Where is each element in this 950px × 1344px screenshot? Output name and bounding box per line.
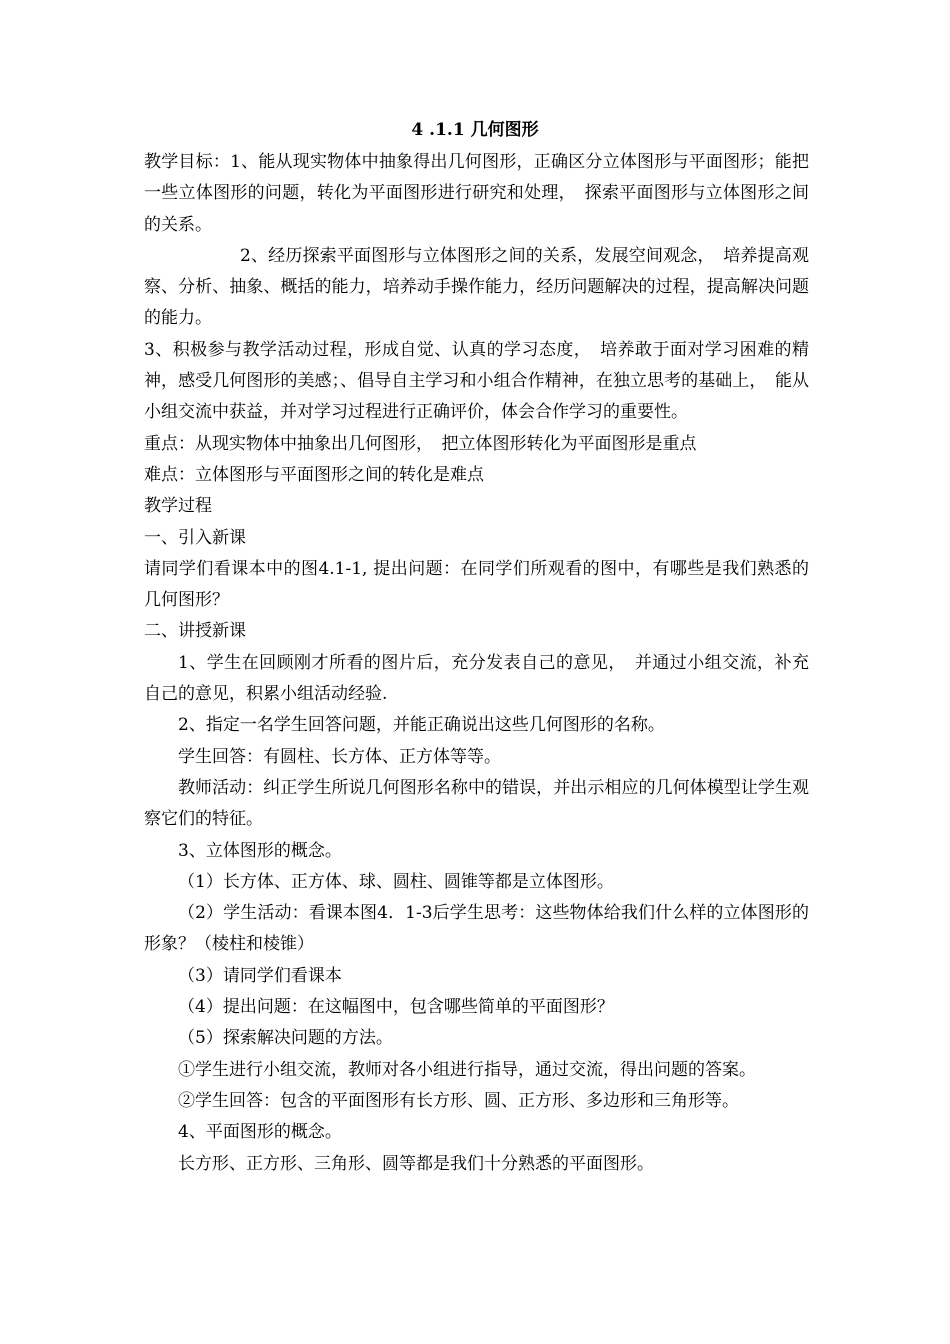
list-item: （2）学生活动：看课本图4．1-3后学生思考：这些物体给我们什么样的立体图形的形象？（棱柱和棱锥） <box>144 903 809 955</box>
document-body <box>144 147 809 1180</box>
objective-2: 2、经历探索平面图形与立体图形之间的关系，发展空间观念， 培养提高观察、分析、抽象、概括的能力，培养动手操作能力，经历问题解决的过程，提高解决问题的能力。 <box>144 245 809 329</box>
list-item: （3）请同学们看课本 <box>178 965 342 986</box>
section-heading: 教学过程 <box>144 496 212 517</box>
paragraph: 1、学生在回顾刚才所看的图片后，充分发表自己的意见， 并通过小组交流，补充自己的意见，积累小组活动经验. <box>144 652 809 705</box>
page-title: 4 .1.1 几何图形 <box>411 120 539 140</box>
paragraph: 学生回答：有圆柱、长方体、正方体等等。 <box>178 746 501 767</box>
paragraph: 教师活动：纠正学生所说几何图形名称中的错误，并出示相应的几何体模型让学生观察它们的特征。 <box>144 777 809 830</box>
difficult-point: 难点：立体图形与平面图形之间的转化是难点 <box>144 464 484 485</box>
paragraph: 请同学们看课本中的图4.1-1, 提出问题：在同学们所观看的图中，有哪些是我们熟悉的几何图形？ <box>144 558 809 611</box>
list-item: ②学生回答：包含的平面图形有长方形、圆、正方形、多边形和三角形等。 <box>178 1090 739 1111</box>
list-item: （4）提出问题：在这幅图中，包含哪些简单的平面图形？ <box>178 997 614 1018</box>
paragraph: 4、平面图形的概念。 <box>178 1122 342 1143</box>
objective-1: 教学目标：1、能从现实物体中抽象得出几何图形，正确区分立体图形与平面图形；能把一些立体图形的问题，转化为平面图形进行研究和处理， 探索平面图形与立体图形之间的关系。 <box>144 152 809 235</box>
list-item: （1）长方体、正方体、球、圆柱、圆锥等都是立体图形。 <box>178 871 614 892</box>
paragraph: 3、立体图形的概念。 <box>178 840 342 861</box>
objective-3: 3、积极参与教学活动过程，形成自觉、认真的学习态度， 培养敢于面对学习困难的精神，感受几何图形的美感；、倡导自主学习和小组合作精神，在独立思考的基础上， 能从小组交流中获益，并对学习过程进行正确评价，体会合作学习的重要性。 <box>144 339 809 423</box>
section-heading: 一、引入新课 <box>144 527 246 548</box>
list-item: （5）探索解决问题的方法。 <box>178 1028 393 1049</box>
paragraph: 长方形、正方形、三角形、圆等都是我们十分熟悉的平面图形。 <box>178 1153 654 1174</box>
section-heading: 二、讲授新课 <box>144 621 246 642</box>
list-item: ①学生进行小组交流，教师对各小组进行指导，通过交流，得出问题的答案。 <box>178 1059 756 1080</box>
paragraph: 2、指定一名学生回答问题，并能正确说出这些几何图形的名称。 <box>178 715 665 736</box>
key-point: 重点：从现实物体中抽象出几何图形， 把立体图形转化为平面图形是重点 <box>144 433 697 454</box>
